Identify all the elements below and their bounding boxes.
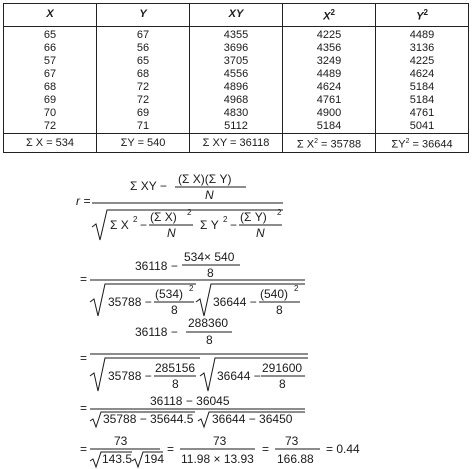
cell-xy: 4830 bbox=[190, 107, 283, 120]
totals-row bbox=[4, 133, 469, 153]
cell-x2: 4225 bbox=[283, 26, 376, 42]
formula-step-3 bbox=[80, 316, 308, 391]
f3-eq: = bbox=[80, 351, 88, 365]
f1-den-sy-frac-sup: 2 bbox=[277, 208, 282, 217]
cell-y: 72 bbox=[97, 94, 190, 107]
f1-den-sx: Σ X bbox=[110, 218, 129, 232]
cell-x: 70 bbox=[4, 107, 97, 120]
f2-eq: = bbox=[80, 272, 88, 286]
table-row bbox=[4, 68, 469, 81]
f2-den-b-bot: 8 bbox=[171, 303, 178, 317]
f5-n2: 73 bbox=[213, 434, 227, 448]
cell-y2: 4761 bbox=[376, 107, 469, 120]
f1-den-sy-frac: (Σ Y) bbox=[240, 210, 267, 224]
cell-y: 67 bbox=[97, 26, 190, 42]
f5-d2: 11.98 × 13.93 bbox=[181, 452, 254, 466]
cell-x: 65 bbox=[4, 26, 97, 42]
f2-den-a: 35788 − bbox=[108, 295, 152, 309]
f4-den-a: 35788 − 35644.5 bbox=[103, 412, 194, 426]
f2-num-frac-top: 534× 540 bbox=[184, 250, 235, 264]
cell-x2: 4900 bbox=[283, 107, 376, 120]
cell-x: 67 bbox=[4, 68, 97, 81]
total-x2: Σ $X^2 = 35788$ bbox=[283, 133, 376, 153]
f5-n3: 73 bbox=[285, 434, 299, 448]
f2-den-d-sup: 2 bbox=[294, 284, 299, 293]
col-header-xy: XY bbox=[190, 4, 283, 27]
formula-step-1 bbox=[76, 172, 283, 240]
table-row bbox=[4, 120, 469, 134]
total-y2: $\Sigma Y^2 = 36644$ bbox=[376, 133, 469, 153]
data-table bbox=[3, 3, 469, 153]
f2-den-d-top: (540) bbox=[260, 287, 289, 301]
f2-den-c: 36644 − bbox=[213, 295, 257, 309]
f3-den-b-bot: 8 bbox=[172, 377, 179, 391]
formula-step-4 bbox=[80, 394, 305, 427]
f1-den-minus-1: − bbox=[140, 218, 148, 232]
cell-x2: 4489 bbox=[283, 68, 376, 81]
cell-xy: 4556 bbox=[190, 68, 283, 81]
cell-xy: 3705 bbox=[190, 55, 283, 68]
f3-den-d-bot: 8 bbox=[279, 377, 286, 391]
f2-den-b-top: (534) bbox=[155, 287, 184, 301]
header-row bbox=[4, 4, 469, 27]
table-row bbox=[4, 55, 469, 68]
f1-den-sx-frac-sup: 2 bbox=[187, 208, 192, 217]
cell-y: 71 bbox=[97, 120, 190, 134]
cell-y: 65 bbox=[97, 55, 190, 68]
cell-x: 66 bbox=[4, 42, 97, 55]
f5-eq-2: = bbox=[167, 442, 175, 456]
cell-y: 56 bbox=[97, 42, 190, 55]
f4-num: 36118 − 36045 bbox=[150, 394, 230, 408]
col-header-y2: $Y^2$ bbox=[376, 4, 469, 27]
cell-x2: 4624 bbox=[283, 81, 376, 94]
f3-num-a: 36118 − bbox=[135, 325, 178, 339]
col-header-x: X bbox=[4, 4, 97, 27]
table-row bbox=[4, 107, 469, 120]
cell-y2: 5041 bbox=[376, 120, 469, 134]
cell-y: 72 bbox=[97, 81, 190, 94]
formula-step-2 bbox=[80, 250, 305, 317]
f2-den-d-bot: 8 bbox=[276, 303, 283, 317]
cell-y2: 4624 bbox=[376, 68, 469, 81]
cell-xy: 3696 bbox=[190, 42, 283, 55]
f3-den-c: 36644 − bbox=[217, 369, 261, 383]
f2-num-frac-bot: 8 bbox=[207, 266, 214, 280]
f3-den-b-top: 285156 bbox=[155, 361, 196, 375]
cell-x2: 4356 bbox=[283, 42, 376, 55]
cell-xy: 4355 bbox=[190, 26, 283, 42]
cell-x2: 3249 bbox=[283, 55, 376, 68]
f5-d1b: 194 bbox=[144, 452, 165, 466]
f1-num-a: Σ XY − bbox=[130, 179, 167, 193]
cell-y: 69 bbox=[97, 107, 190, 120]
table-body bbox=[4, 26, 469, 153]
f1-den-n1: N bbox=[167, 226, 176, 240]
f2-num-a: 36118 − bbox=[135, 259, 178, 273]
f5-d1a: 143.5 bbox=[102, 452, 133, 466]
f1-den-sx-frac: (Σ X) bbox=[150, 210, 177, 224]
cell-x2: 4761 bbox=[283, 94, 376, 107]
r-label: r = bbox=[76, 194, 91, 208]
cell-y: 68 bbox=[97, 68, 190, 81]
f1-den-sy-sup: 2 bbox=[223, 215, 228, 224]
cell-y2: 4225 bbox=[376, 55, 469, 68]
cell-xy: 4896 bbox=[190, 81, 283, 94]
f1-den-minus-2: − bbox=[230, 218, 238, 232]
f5-result: = 0.44 bbox=[326, 442, 360, 456]
f1-den-sy: Σ Y bbox=[200, 218, 219, 232]
f1-num-n: N bbox=[205, 188, 214, 202]
f5-n1: 73 bbox=[114, 434, 128, 448]
total-y: ΣY = 540 bbox=[97, 133, 190, 153]
f3-num-frac-top: 288360 bbox=[188, 316, 229, 330]
table-row bbox=[4, 42, 469, 55]
f3-num-frac-bot: 8 bbox=[206, 333, 213, 347]
f4-den-b: 36644 − 36450 bbox=[212, 412, 293, 426]
f5-d3: 166.88 bbox=[277, 452, 314, 466]
f1-den-sx-sup: 2 bbox=[133, 215, 138, 224]
formula-step-5 bbox=[80, 434, 360, 467]
cell-y2: 3136 bbox=[376, 42, 469, 55]
f3-den-a: 35788 − bbox=[108, 369, 152, 383]
f3-den-d-top: 291600 bbox=[262, 361, 303, 375]
f5-eq-3: = bbox=[262, 442, 270, 456]
cell-y2: 4489 bbox=[376, 26, 469, 42]
total-xy: Σ XY = 36118 bbox=[190, 133, 283, 153]
table-row bbox=[4, 26, 469, 42]
col-header-x2: $X^2$ bbox=[283, 4, 376, 27]
cell-y2: 5184 bbox=[376, 94, 469, 107]
f1-num-b: (Σ X)(Σ Y) bbox=[178, 172, 232, 186]
cell-xy: 4968 bbox=[190, 94, 283, 107]
f1-den-n2: N bbox=[256, 226, 265, 240]
col-header-y: Y bbox=[97, 4, 190, 27]
cell-y2: 5184 bbox=[376, 81, 469, 94]
f2-den-b-sup: 2 bbox=[189, 284, 194, 293]
f5-eq-1: = bbox=[80, 442, 88, 456]
f4-eq: = bbox=[80, 401, 88, 415]
table-row bbox=[4, 94, 469, 107]
cell-x2: 5184 bbox=[283, 120, 376, 134]
cell-x: 68 bbox=[4, 81, 97, 94]
cell-x: 57 bbox=[4, 55, 97, 68]
total-x: Σ X = 534 bbox=[4, 133, 97, 153]
table-row bbox=[4, 81, 469, 94]
correlation-derivation bbox=[0, 170, 474, 469]
cell-xy: 5112 bbox=[190, 120, 283, 134]
cell-x: 72 bbox=[4, 120, 97, 134]
cell-x: 69 bbox=[4, 94, 97, 107]
